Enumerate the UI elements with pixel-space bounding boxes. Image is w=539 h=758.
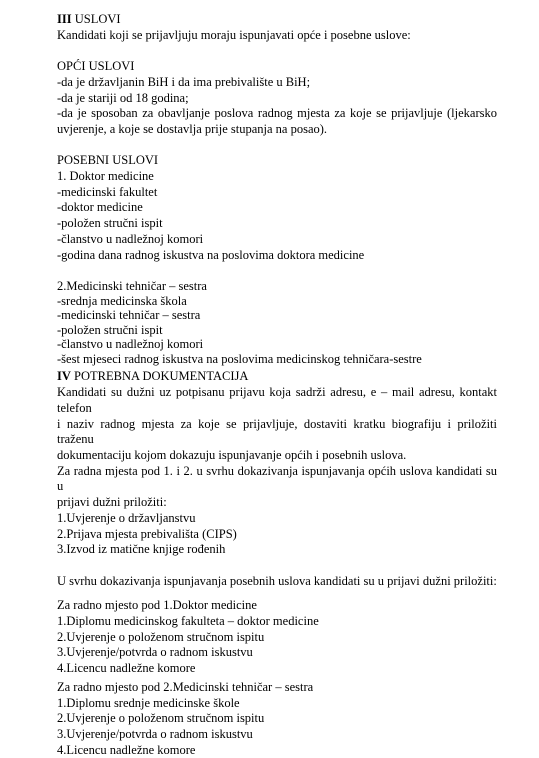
general-condition-item-continuation: uvjerenje, a koje se dostavlja prije stupanja na posao). (57, 121, 328, 136)
special-conditions-title: POSEBNI USLOVI (57, 153, 159, 168)
section-4-heading (57, 369, 497, 385)
nurse-doc-item: 2.Uvjerenje o položenom stručnom ispitu (57, 711, 265, 726)
general-condition-item: -da je stariji od 18 godina; (57, 90, 189, 105)
doctor-doc-item: 1.Diplomu medicinskog fakulteta – doktor medicine (57, 614, 319, 628)
general-condition-item: -da je sposoban za obavljanje poslova radnog mjesta za koje se prijavljuje (ljekarsko (57, 106, 497, 121)
nurse-condition-item: -šest mjeseci radnog iskustva na poslovima medicinskog tehničara-sestre (57, 351, 422, 366)
special-docs-intro: U svrhu dokazivanja ispunjavanja posebnih uslova kandidati su u prijavi dužni priložiti: (57, 573, 497, 588)
section-3-intro: Kandidati koji se prijavljuju moraju ispunjavati opće i posebne uslove: (57, 27, 411, 42)
doctor-heading: 1. Doktor medicine (57, 169, 154, 183)
general-doc-item: 1.Uvjerenje o državljanstvu (57, 510, 196, 525)
doctor-condition-item: -doktor medicine (57, 200, 143, 215)
documentation-paragraph-line: dokumentaciju kojom dokazuju ispunjavanje općih i posebnih uslova. (57, 447, 407, 462)
doctor-condition-item: -godina dana radnog iskustva na poslovima doktora medicine (57, 247, 365, 262)
doctor-doc-item: 4.Licencu nadležne komore (57, 661, 196, 676)
nurse-condition-item: -medicinski tehničar – sestra (57, 308, 201, 323)
general-doc-item: 2.Prijava mjesta prebivališta (CIPS) (57, 526, 237, 541)
doctor-condition-item: -članstvo u nadležnoj komori (57, 231, 204, 246)
nurse-condition-item: -položen stručni ispit (57, 322, 163, 337)
nurse-conditions-block (57, 279, 497, 367)
general-conditions-title: OPĆI USLOVI (57, 59, 135, 74)
section-3-numeral: III (57, 12, 72, 26)
section-3-title: USLOVI (74, 12, 121, 26)
nurse-doc-item: 3.Uvjerenje/potvrda o radnom iskustvu (57, 726, 253, 741)
nurse-doc-item: 1.Diplomu srednje medicinske škole (57, 695, 240, 710)
documentation-paragraph-line: i naziv radnog mjesta za koje se prijavljuje, dostaviti kratku biografiju i priložiti traženu (57, 416, 497, 447)
section-4-numeral: IV (57, 369, 71, 384)
general-condition-item: -da je državljanin BiH i da ima prebivalište u BiH; (57, 74, 311, 89)
nurse-docs-heading: Za radno mjesto pod 2.Medicinski tehničar – sestra (57, 679, 314, 694)
general-docs-intro-line: prijavi dužni priložiti: (57, 495, 167, 510)
section-3-heading (57, 12, 497, 28)
nurse-condition-item: -članstvo u nadležnoj komori (57, 337, 204, 352)
doctor-condition-item: -položen stručni ispit (57, 216, 163, 231)
nurse-condition-item: -srednja medicinska škola (57, 293, 187, 308)
doctor-docs-heading: Za radno mjesto pod 1.Doktor medicine (57, 598, 257, 613)
nurse-heading: 2.Medicinski tehničar – sestra (57, 278, 207, 293)
doctor-doc-item: 2.Uvjerenje o položenom stručnom ispitu (57, 629, 265, 644)
document-page (57, 12, 497, 758)
doctor-condition-item: -medicinski fakultet (57, 184, 158, 199)
general-docs-intro-line: Za radna mjesta pod 1. i 2. u svrhu dokazivanja ispunjavanja općih uslova kandidati su u (57, 463, 497, 494)
nurse-doc-item: 4.Licencu nadležne komore (57, 742, 196, 757)
section-4-title: POTREBNA DOKUMENTACIJA (74, 369, 249, 384)
doctor-doc-item: 3.Uvjerenje/potvrda o radnom iskustvu (57, 645, 253, 660)
documentation-paragraph-line: Kandidati su dužni uz potpisanu prijavu koja sadrži adresu, e – mail adresu, kontakt telefon (57, 385, 497, 415)
general-doc-item: 3.Izvod iz matične knjige rođenih (57, 542, 226, 557)
